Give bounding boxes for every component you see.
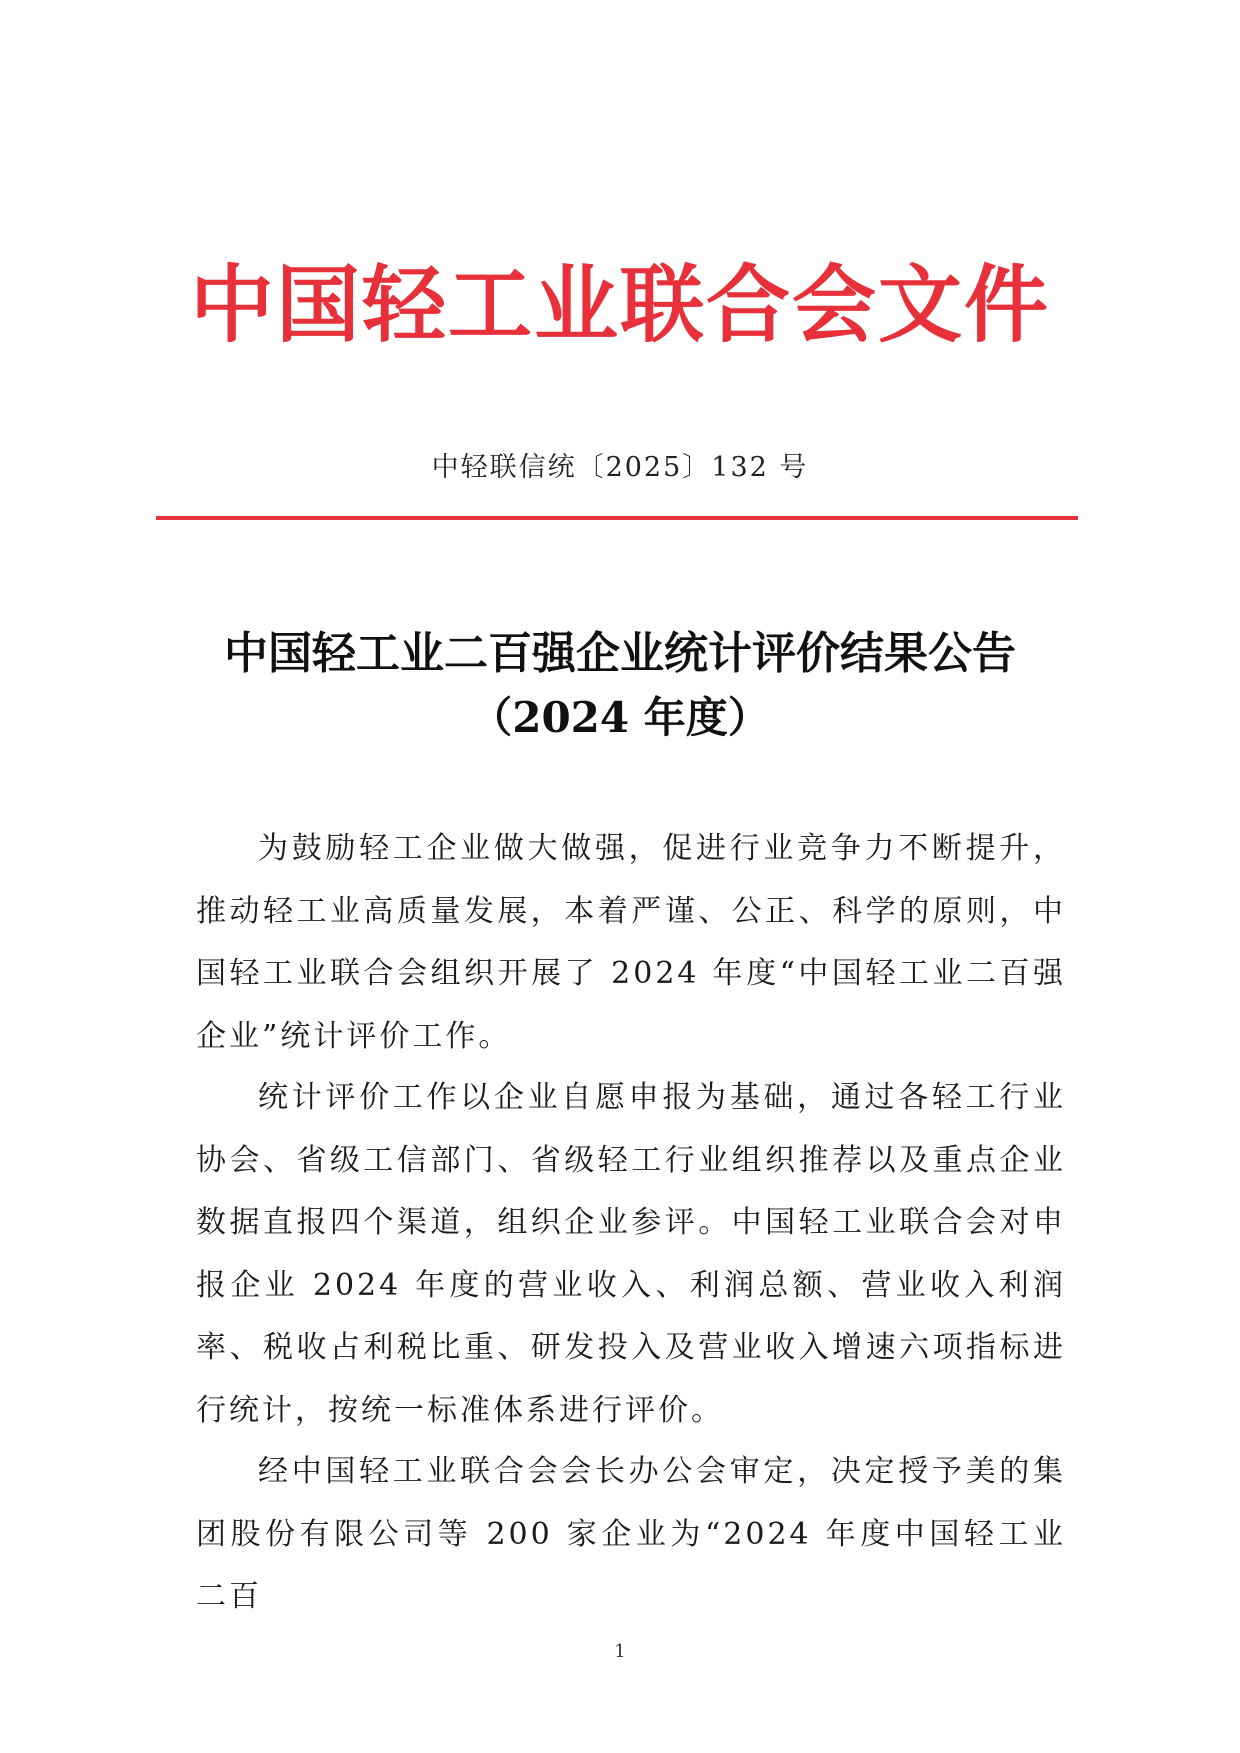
- masthead-title: 中国轻工业联合会文件: [189, 256, 1050, 354]
- document-title: 中国轻工业二百强企业统计评价结果公告: [224, 628, 1016, 679]
- body-paragraph-3: 经中国轻工业联合会会长办公会审定，决定授予美的集团股份有限公司等 200 家企业为“2024 年度中国轻工业二百: [196, 1454, 1066, 1614]
- body-paragraph-2: 统计评价工作以企业自愿申报为基础，通过各轻工行业协会、省级工信部门、省级轻工行业组织推荐以及重点企业数据直报四个渠道，组织企业参评。中国轻工业联合会对申报企业 2024 年度的营业收入、利润总额、营业收入利润率、税收占利税比重、研发投入及营业收入增速六项指标进行统计，按统一标准体系进行评价。: [196, 1080, 1066, 1428]
- document-subtitle: （2024 年度）: [470, 693, 770, 742]
- document-number: 中轻联信统〔2025〕132 号: [431, 452, 809, 483]
- page-number: 1: [614, 1641, 626, 1662]
- red-divider-line: [156, 516, 1078, 520]
- body-paragraph-1: 为鼓励轻工企业做大做强，促进行业竞争力不断提升，推动轻工业高质量发展，本着严谨、公正、科学的原则，中国轻工业联合会组织开展了 2024 年度“中国轻工业二百强企业”统计评价工作。: [196, 831, 1066, 1054]
